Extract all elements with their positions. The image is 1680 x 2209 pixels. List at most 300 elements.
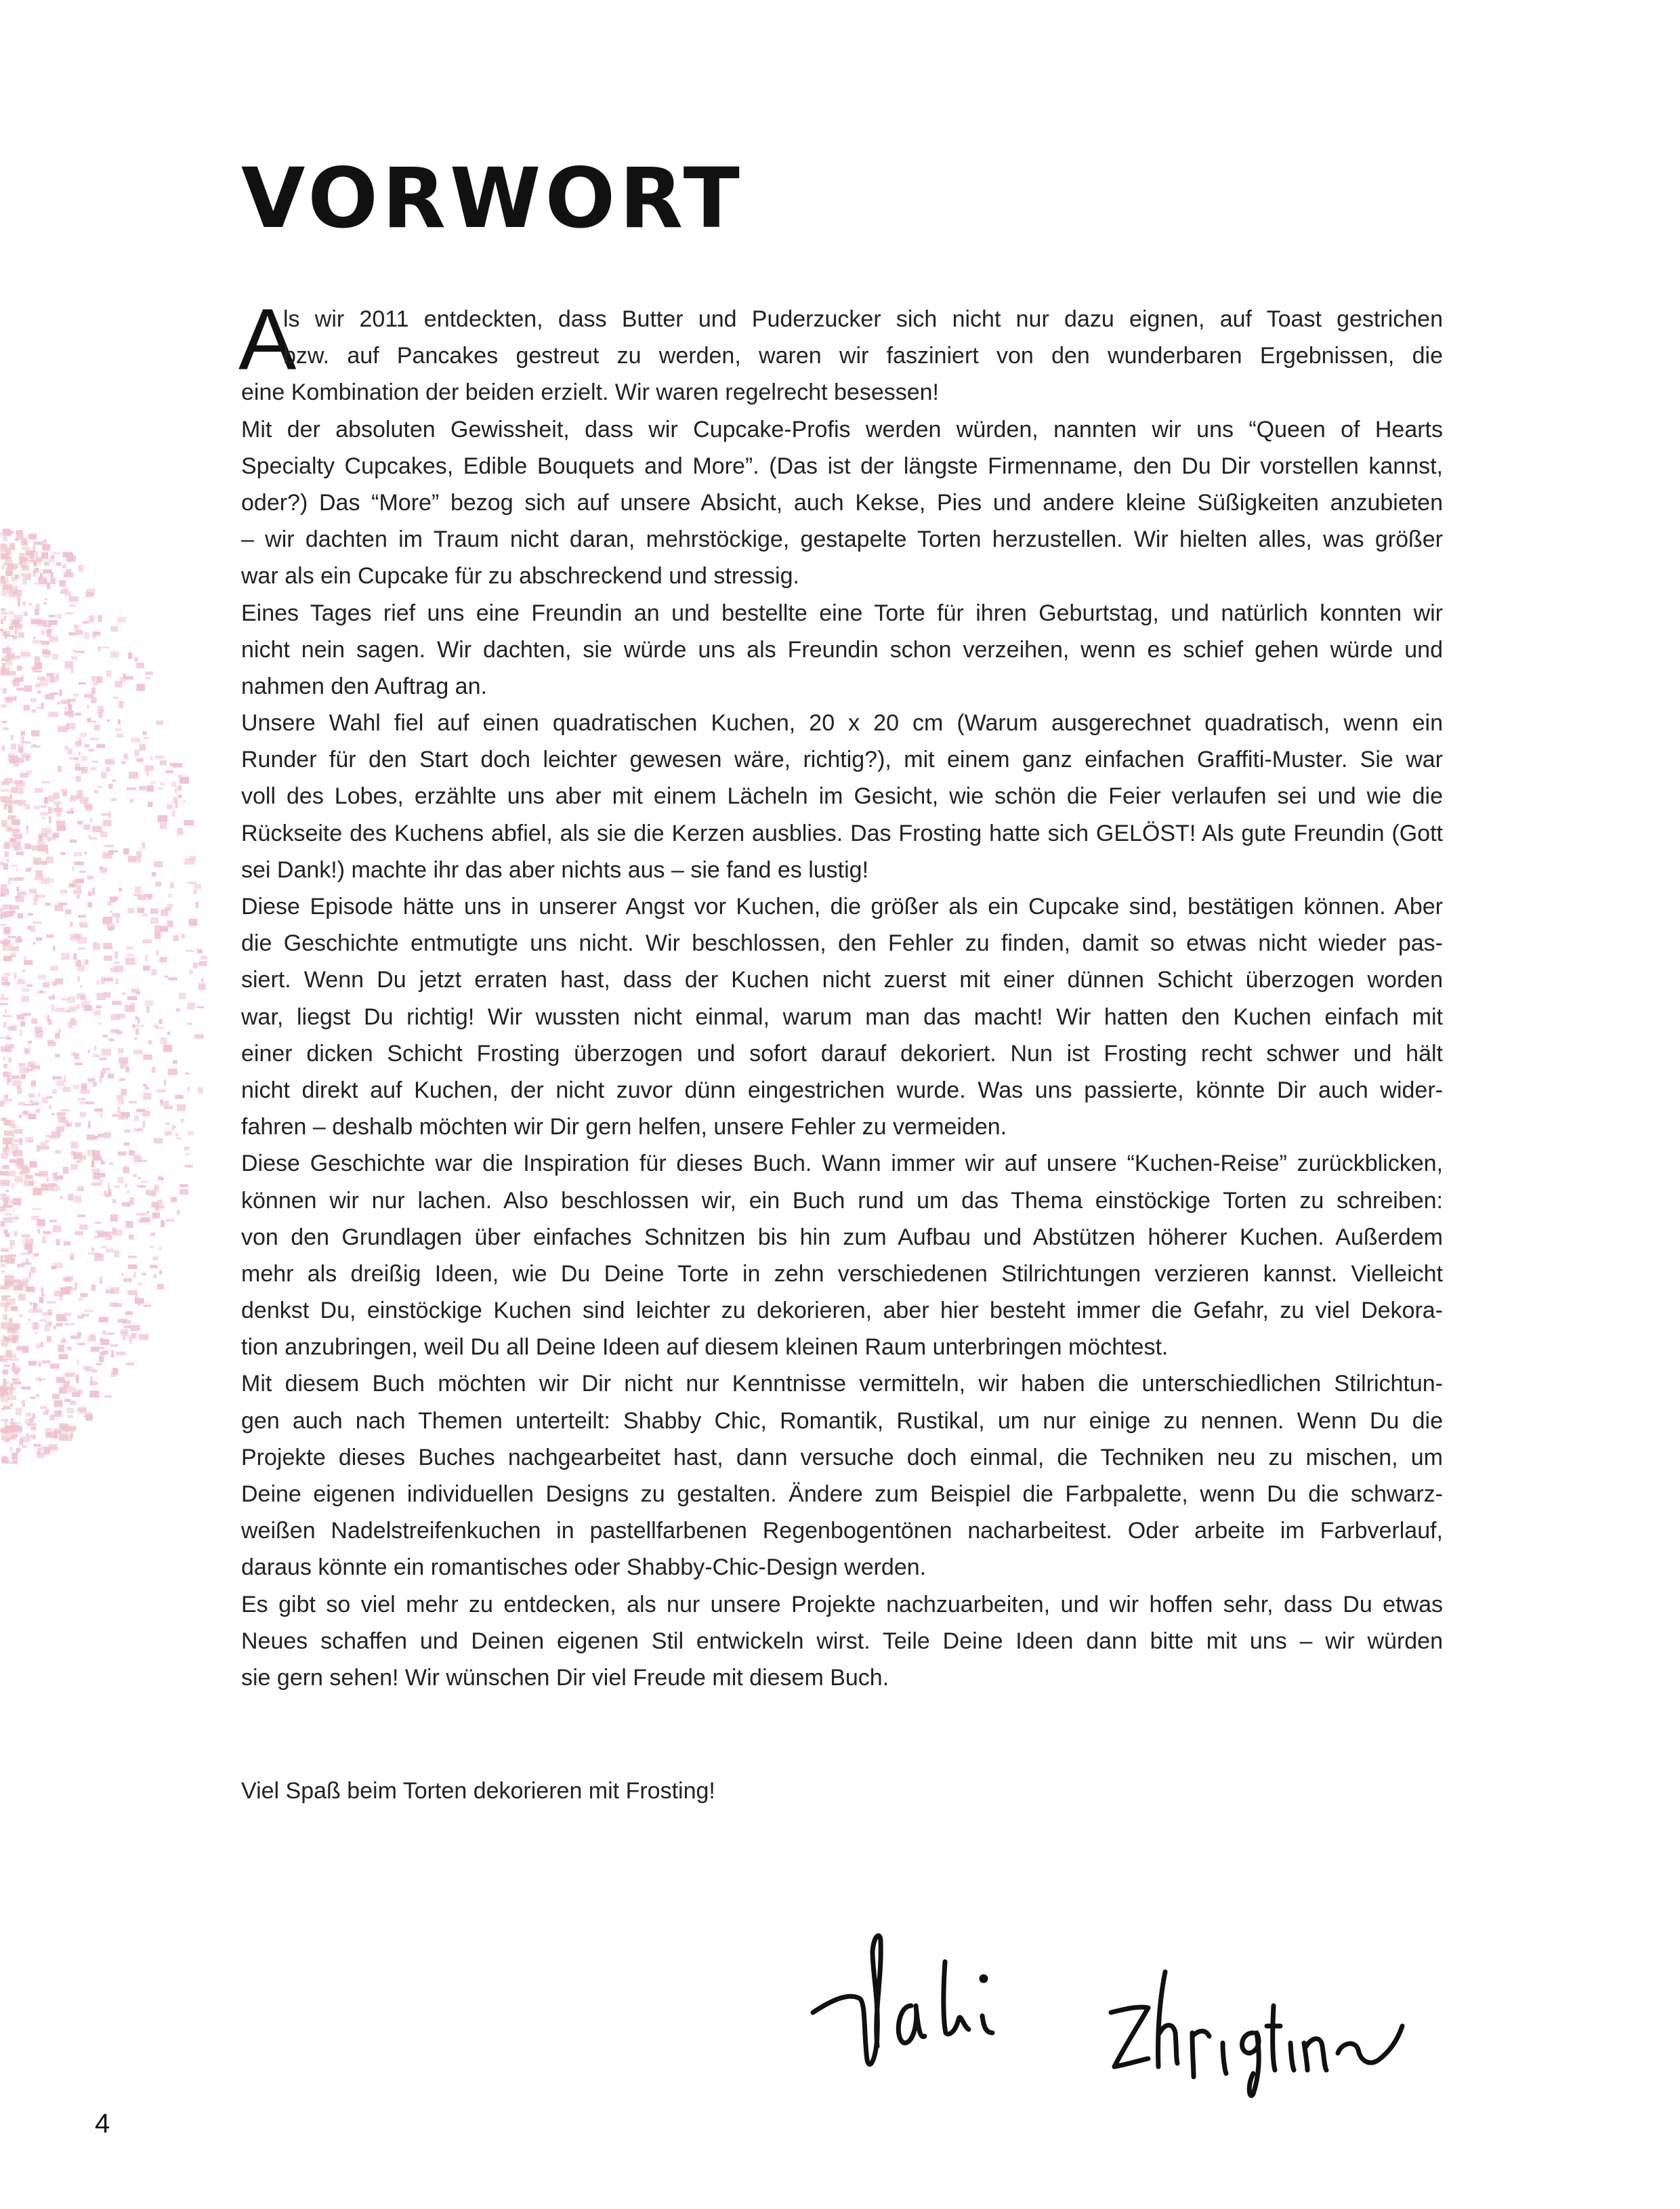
splatter-dot (26, 1433, 28, 1437)
splatter-dot (88, 892, 92, 896)
splatter-dot (22, 1240, 24, 1243)
splatter-dot (136, 1213, 146, 1216)
splatter-dot (1, 608, 5, 611)
splatter-dot (0, 1037, 4, 1039)
splatter-dot (34, 662, 42, 669)
splatter-dot (33, 1188, 42, 1195)
splatter-dot (109, 1162, 113, 1165)
splatter-dot (51, 879, 54, 883)
splatter-dot (145, 955, 148, 962)
splatter-dot (189, 919, 198, 926)
splatter-dot (64, 1313, 71, 1316)
splatter-dot (43, 1411, 49, 1416)
splatter-dot (77, 886, 81, 890)
splatter-dot (8, 611, 14, 615)
splatter-dot (98, 1173, 106, 1178)
splatter-dot (106, 670, 112, 677)
splatter-dot (168, 977, 177, 980)
splatter-dot (3, 940, 11, 943)
text-line (241, 337, 1443, 374)
splatter-dot (56, 1081, 64, 1086)
splatter-dot (3, 1147, 7, 1154)
splatter-dot (30, 1302, 33, 1305)
splatter-dot (117, 1107, 121, 1113)
splatter-dot (3, 1138, 12, 1144)
splatter-dot (5, 1120, 11, 1126)
splatter-dot (185, 1073, 190, 1075)
splatter-dot (12, 829, 20, 833)
splatter-dot (48, 1042, 56, 1046)
splatter-dot (102, 1068, 110, 1071)
splatter-dot (71, 1164, 78, 1170)
splatter-dot (59, 1434, 68, 1441)
splatter-dot (53, 1431, 61, 1434)
splatter-dot (37, 1451, 45, 1458)
splatter-dot (18, 1294, 26, 1300)
splatter-dot (0, 1171, 9, 1176)
splatter-dot (41, 1294, 45, 1297)
splatter-dot (106, 1249, 114, 1253)
text-line-content: die Geschichte entmutigte uns nicht. Wir beschlossen, den Fehler zu finden, damit so etwas nicht wieder pas- (241, 930, 1443, 957)
splatter-dot (129, 772, 138, 779)
splatter-dot (115, 978, 118, 984)
splatter-dot (10, 1354, 16, 1359)
splatter-dot (2, 1355, 12, 1361)
splatter-dot (110, 1214, 119, 1222)
splatter-dot (13, 1209, 15, 1212)
splatter-dot (2, 1165, 9, 1169)
splatter-dot (105, 759, 114, 764)
splatter-dot (4, 842, 11, 849)
text-line (241, 925, 1443, 962)
splatter-dot (168, 1069, 177, 1075)
splatter-dot (152, 1256, 158, 1260)
splatter-dot (30, 698, 37, 702)
splatter-dot (18, 800, 26, 806)
splatter-dot (181, 1119, 184, 1122)
splatter-dot (17, 980, 25, 985)
splatter-dot (39, 1297, 44, 1303)
splatter-dot (145, 677, 151, 679)
splatter-dot (3, 1197, 8, 1204)
splatter-dot (14, 1335, 19, 1340)
splatter-dot (45, 694, 54, 699)
splatter-dot (85, 744, 89, 747)
splatter-dot (126, 947, 133, 950)
splatter-dot (0, 1193, 7, 1196)
splatter-dot (5, 701, 14, 703)
splatter-dot (45, 598, 47, 600)
splatter-dot (92, 888, 95, 895)
splatter-dot (98, 615, 102, 622)
text-line (241, 1182, 1443, 1219)
splatter-dot (4, 1094, 8, 1098)
splatter-dot (37, 1145, 41, 1152)
splatter-dot (0, 997, 8, 1000)
splatter-dot (24, 1180, 29, 1186)
splatter-dot (1, 789, 10, 792)
splatter-dot (65, 745, 69, 749)
splatter-dot (160, 1100, 169, 1106)
splatter-dot (103, 917, 112, 924)
splatter-dot (201, 956, 207, 960)
splatter-dot (94, 1392, 98, 1397)
splatter-dot (123, 1142, 129, 1145)
text-line (241, 521, 1443, 558)
splatter-dot (10, 1383, 14, 1390)
splatter-dot (91, 721, 96, 723)
text-line-content: tion anzubringen, weil Du all Deine Ideen auf diesem kleinen Raum unterbringen möchtest. (241, 1334, 1169, 1361)
splatter-dot (21, 1400, 25, 1404)
splatter-dot (93, 1054, 100, 1057)
splatter-dot (37, 1229, 41, 1234)
splatter-dot (49, 636, 58, 642)
splatter-dot (139, 1334, 149, 1340)
splatter-dot (87, 902, 92, 907)
splatter-dot (125, 1129, 131, 1133)
splatter-dot (144, 1305, 151, 1307)
splatter-dot (112, 1303, 123, 1307)
splatter-dot (145, 1000, 154, 1006)
splatter-dot (15, 1176, 23, 1183)
splatter-dot (126, 1113, 128, 1119)
splatter-dot (91, 1247, 94, 1252)
splatter-dot (154, 1275, 157, 1279)
text-line-content: nicht nein sagen. Wir dachten, sie würde uns als Freundin schon verzeihen, wenn es schief gehen würde und (241, 636, 1443, 663)
splatter-dot (58, 1029, 61, 1033)
splatter-dot (60, 852, 66, 855)
splatter-dot (135, 1029, 139, 1035)
text-line-content: bzw. auf Pancakes gestreut zu werden, waren wir fasziniert von den wunderbaren Ergebnissen, die (283, 343, 1443, 369)
splatter-dot (13, 680, 20, 686)
splatter-dot (35, 788, 43, 793)
splatter-dot (73, 694, 79, 697)
splatter-dot (154, 925, 161, 932)
splatter-dot (28, 1319, 30, 1321)
splatter-dot (143, 1054, 152, 1060)
splatter-dot (16, 868, 18, 871)
splatter-dot (1, 704, 7, 707)
splatter-dot (164, 1106, 173, 1109)
splatter-dot (10, 953, 16, 958)
splatter-dot (194, 890, 197, 894)
splatter-dot (14, 878, 22, 881)
splatter-dot (49, 996, 55, 1000)
splatter-dot (48, 796, 54, 802)
splatter-dot (81, 1083, 87, 1090)
splatter-dot (136, 991, 141, 994)
splatter-dot (77, 964, 85, 972)
splatter-dot (119, 1057, 128, 1063)
splatter-dot (93, 1157, 102, 1161)
splatter-dot (60, 1295, 62, 1300)
splatter-dot (33, 1436, 35, 1440)
splatter-dot (165, 976, 169, 978)
splatter-dot (40, 680, 48, 686)
splatter-dot (127, 1335, 134, 1338)
splatter-dot (77, 1214, 85, 1217)
text-line-content: war, liegst Du richtig! Wir wussten nicht einmal, warum man das macht! Wir hatten den Kuchen einfach mit (241, 1004, 1443, 1030)
splatter-dot (64, 1323, 75, 1325)
splatter-dot (121, 1089, 127, 1096)
splatter-dot (129, 1235, 134, 1239)
splatter-dot (47, 1301, 56, 1304)
splatter-dot (108, 784, 112, 789)
splatter-dot (66, 811, 75, 814)
splatter-dot (77, 821, 83, 825)
splatter-dot (18, 1422, 21, 1424)
splatter-dot (77, 894, 80, 899)
splatter-dot (159, 1271, 162, 1275)
splatter-dot (104, 1395, 112, 1398)
splatter-dot (76, 1161, 81, 1163)
pink-splatter-decoration (0, 529, 217, 1464)
splatter-dot (28, 1361, 37, 1365)
splatter-dot (99, 1023, 102, 1025)
splatter-dot (85, 1102, 94, 1104)
splatter-dot (197, 1006, 204, 1008)
splatter-dot (81, 995, 87, 1000)
splatter-dot (5, 1437, 11, 1442)
splatter-dot (104, 955, 112, 961)
splatter-dot (113, 850, 119, 852)
splatter-dot (67, 1408, 75, 1414)
text-line (241, 852, 1443, 888)
splatter-dot (37, 707, 41, 709)
splatter-dot (152, 1212, 160, 1218)
text-line (241, 411, 1443, 448)
splatter-dot (73, 953, 77, 960)
splatter-dot (156, 951, 159, 955)
splatter-dot (114, 951, 118, 959)
splatter-dot (3, 1336, 5, 1338)
splatter-dot (27, 926, 31, 930)
splatter-dot (171, 782, 176, 787)
text-line-content: war als ein Cupcake für zu abschreckend und stressig. (241, 563, 799, 590)
splatter-dot (185, 1165, 193, 1168)
splatter-dot (1, 1153, 8, 1159)
splatter-dot (19, 1115, 22, 1119)
splatter-dot (1, 888, 9, 895)
splatter-dot (30, 1267, 36, 1273)
splatter-dot (57, 1113, 66, 1119)
text-line-content: Deine eigenen individuellen Designs zu gestalten. Ändere zum Beispiel die Farbpalette, wenn Du die schwarz- (241, 1481, 1443, 1507)
splatter-dot (26, 1069, 33, 1071)
splatter-dot (176, 1008, 180, 1012)
splatter-dot (59, 580, 66, 587)
splatter-dot (57, 826, 66, 831)
splatter-dot (39, 975, 47, 980)
splatter-dot (9, 1390, 13, 1395)
splatter-dot (127, 996, 138, 1000)
splatter-dot (75, 1123, 81, 1128)
text-line (241, 484, 1443, 521)
splatter-dot (58, 726, 67, 732)
splatter-dot (101, 1246, 107, 1248)
splatter-dot (28, 1093, 35, 1097)
splatter-dot (77, 1004, 80, 1008)
splatter-dot (3, 905, 12, 910)
splatter-dot (69, 883, 75, 888)
splatter-dot (137, 1185, 146, 1188)
splatter-dot (3, 536, 7, 541)
splatter-dot (88, 835, 91, 838)
splatter-dot (142, 1181, 149, 1183)
splatter-dot (108, 1039, 114, 1041)
splatter-dot (78, 947, 85, 950)
splatter-dot (101, 772, 106, 779)
splatter-dot (110, 1344, 119, 1348)
splatter-dot (49, 1321, 52, 1325)
splatter-dot (48, 807, 53, 814)
splatter-dot (106, 1193, 109, 1198)
splatter-dot (197, 949, 203, 954)
splatter-dot (118, 1151, 127, 1155)
splatter-dot (33, 637, 36, 639)
splatter-dot (138, 907, 145, 913)
splatter-dot (111, 1371, 117, 1377)
splatter-dot (122, 993, 126, 995)
splatter-dot (25, 1137, 33, 1143)
splatter-dot (47, 1015, 49, 1021)
splatter-dot (0, 862, 4, 866)
splatter-dot (187, 1003, 195, 1010)
text-line-content: Eines Tages rief uns eine Freundin an und bestellte eine Torte für ihren Geburtstag, und natürlich konnten wir (241, 600, 1443, 626)
splatter-dot (41, 1142, 47, 1147)
splatter-dot (70, 796, 80, 800)
splatter-dot (3, 1015, 12, 1018)
text-line (241, 1219, 1443, 1256)
splatter-dot (32, 709, 37, 713)
splatter-dot (93, 681, 98, 686)
splatter-dot (159, 1205, 165, 1208)
splatter-dot (134, 1037, 137, 1041)
splatter-dot (14, 972, 17, 979)
splatter-dot (148, 1040, 152, 1044)
splatter-dot (1, 566, 5, 570)
splatter-dot (134, 1128, 143, 1132)
splatter-dot (79, 752, 81, 756)
splatter-dot (186, 950, 194, 952)
splatter-dot (103, 943, 112, 949)
splatter-dot (187, 1023, 192, 1025)
text-line (241, 595, 1443, 632)
splatter-dot (58, 1410, 61, 1414)
splatter-dot (182, 934, 184, 938)
splatter-dot (47, 838, 51, 842)
splatter-dot (1, 1197, 4, 1199)
splatter-dot (66, 1120, 69, 1123)
splatter-dot (17, 1088, 22, 1094)
splatter-dot (35, 1173, 43, 1176)
splatter-dot (44, 562, 49, 566)
splatter-dot (8, 556, 12, 560)
splatter-dot (28, 913, 33, 915)
splatter-dot (117, 1014, 125, 1018)
splatter-dot (1, 1046, 10, 1052)
splatter-dot (143, 939, 152, 943)
splatter-dot (70, 1254, 75, 1260)
splatter-dot (165, 1123, 170, 1125)
splatter-dot (150, 917, 159, 924)
splatter-dot (68, 1194, 73, 1201)
splatter-dot (152, 872, 156, 877)
splatter-dot (108, 1182, 110, 1189)
splatter-dot (146, 771, 149, 777)
splatter-dot (77, 1187, 84, 1191)
splatter-dot (24, 1111, 28, 1114)
text-line (241, 668, 1443, 705)
splatter-dot (80, 1090, 89, 1094)
splatter-dot (75, 1231, 83, 1235)
splatter-dot (110, 1287, 119, 1294)
splatter-dot (165, 1131, 171, 1136)
text-line (241, 1365, 1443, 1402)
text-line (241, 778, 1443, 814)
splatter-dot (14, 1231, 18, 1236)
splatter-dot (83, 825, 90, 830)
splatter-dot (72, 866, 75, 871)
splatter-dot (73, 1084, 79, 1090)
splatter-dot (129, 1101, 137, 1104)
text-line-content: Projekte dieses Buches nachgearbeitet hast, dann versuche doch einmal, die Techniken neu zu mischen, um (241, 1444, 1443, 1470)
text-line-content: oder?) Das “More” bezog sich auf unsere Absicht, auch Kekse, Pies und andere kleine Süßigkeiten anzubieten (241, 489, 1443, 516)
splatter-dot (150, 909, 159, 915)
splatter-dot (56, 1126, 64, 1132)
splatter-dot (43, 1231, 51, 1235)
splatter-dot (42, 544, 49, 551)
splatter-dot (188, 1087, 190, 1092)
splatter-dot (24, 686, 32, 693)
splatter-dot (106, 1237, 111, 1241)
splatter-dot (98, 712, 102, 718)
splatter-dot (161, 909, 168, 916)
splatter-dot (126, 1067, 129, 1073)
splatter-dot (5, 1035, 9, 1039)
splatter-dot (117, 734, 123, 738)
splatter-dot (84, 799, 89, 801)
splatter-dot (1, 745, 5, 751)
splatter-dot (138, 1300, 141, 1306)
splatter-dot (74, 1053, 79, 1059)
splatter-dot (35, 583, 41, 585)
splatter-dot (143, 731, 147, 735)
splatter-dot (18, 1086, 20, 1089)
splatter-dot (3, 1022, 7, 1028)
splatter-dot (49, 615, 56, 617)
splatter-dot (1, 1419, 9, 1422)
splatter-dot (156, 1090, 166, 1092)
splatter-dot (24, 612, 28, 616)
splatter-dot (175, 1133, 178, 1137)
splatter-dot (53, 552, 60, 554)
splatter-dot (31, 1081, 37, 1087)
splatter-dot (108, 1332, 114, 1335)
splatter-dot (143, 1084, 146, 1087)
splatter-dot (70, 1401, 76, 1405)
splatter-dot (66, 569, 71, 575)
splatter-dot (79, 1155, 82, 1161)
splatter-dot (118, 720, 121, 725)
splatter-dot (142, 1121, 145, 1128)
splatter-dot (15, 629, 17, 635)
splatter-dot (50, 573, 54, 580)
splatter-dot (24, 705, 30, 711)
splatter-dot (108, 812, 111, 819)
splatter-dot (30, 1065, 40, 1069)
splatter-dot (4, 584, 12, 589)
splatter-dot (8, 570, 13, 575)
